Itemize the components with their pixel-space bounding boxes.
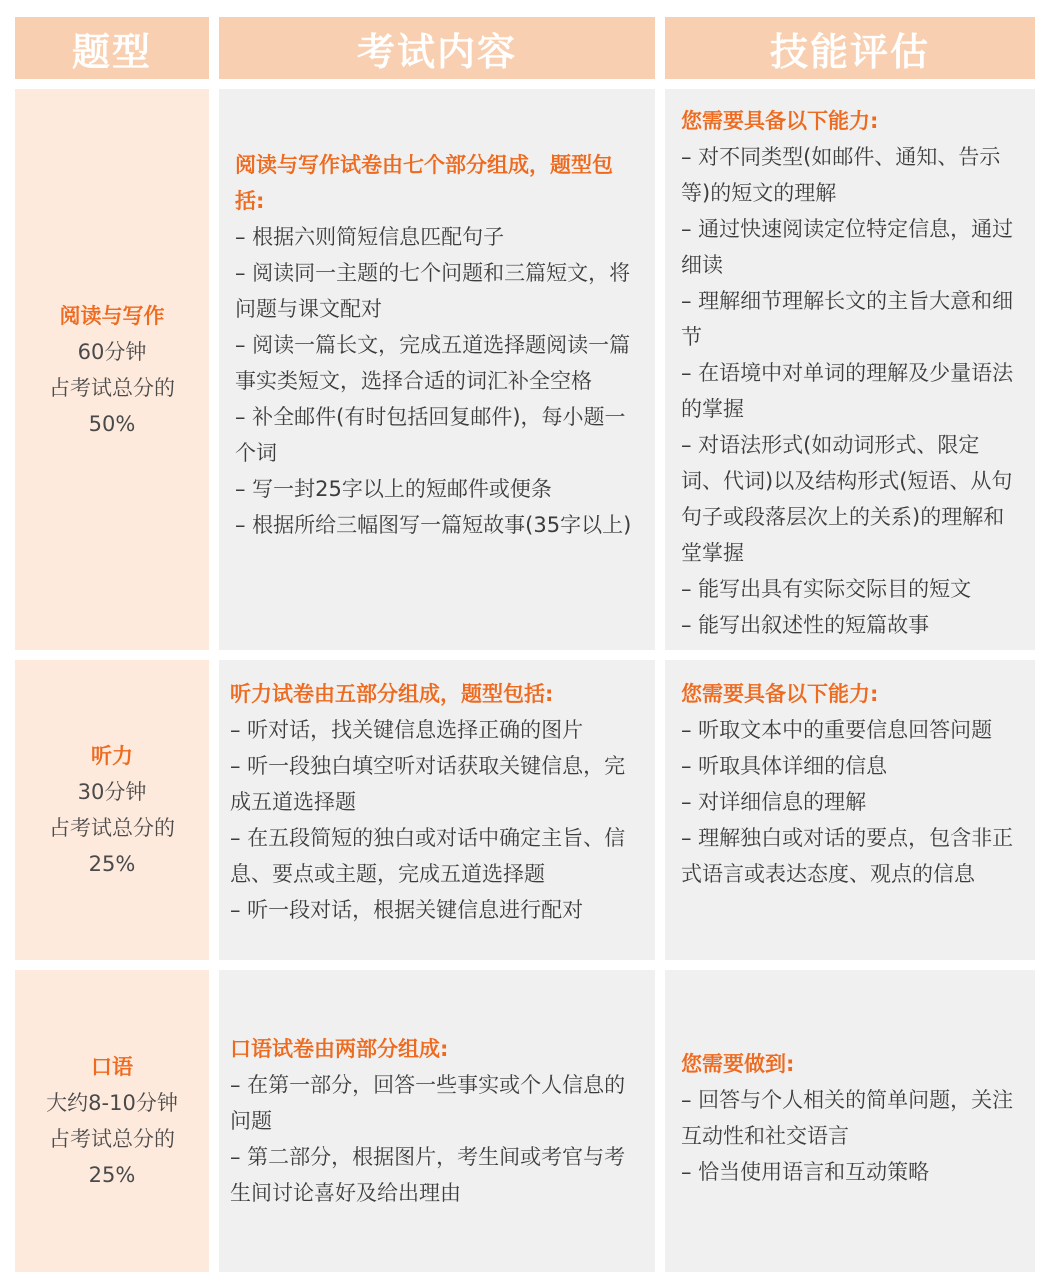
header-question-type: 题型: [15, 17, 209, 79]
skills-intro: 您需要具备以下能力:: [681, 109, 879, 133]
content-item: – 写一封25字以上的短邮件或便条: [235, 477, 552, 501]
content-cell-speaking: [219, 970, 655, 1272]
skills-item: – 能写出叙述性的短篇故事: [681, 613, 930, 637]
header-exam-content: 考试内容: [219, 17, 655, 79]
content-item: – 阅读一篇长文，完成五道选择题阅读一篇事实类短文，选择合适的词汇补全空格: [235, 333, 631, 393]
content-item: – 根据六则简短信息匹配句子: [235, 225, 505, 249]
type-cell-listening: [15, 660, 209, 960]
type-share-label: 占考试总分的: [49, 1127, 175, 1151]
skills-item: – 听取文本中的重要信息回答问题: [681, 718, 993, 742]
skills-intro: 您需要做到:: [681, 1052, 795, 1076]
content-item: – 根据所给三幅图写一篇短故事(35字以上): [235, 513, 632, 537]
type-cell-reading-writing: [15, 89, 209, 650]
skills-item: – 对语法形式(如动词形式、限定词、代词)以及结构形式(短语、从句句子或段落层次上的关系)的理解和堂掌握: [681, 433, 1013, 565]
skills-item: – 在语境中对单词的理解及少量语法的掌握: [681, 361, 1014, 421]
type-name: 听力: [91, 744, 133, 768]
type-name: 口语: [91, 1055, 133, 1079]
skills-cell-speaking: [665, 970, 1035, 1272]
skills-item: – 回答与个人相关的简单问题，关注互动性和社交语言: [681, 1088, 1014, 1148]
content-intro: 听力试卷由五部分组成，题型包括:: [230, 682, 554, 706]
content-item: – 补全邮件(有时包括回复邮件)，每小题一个词: [235, 405, 626, 465]
skills-cell-reading-writing: [665, 89, 1035, 650]
content-item: – 在五段简短的独白或对话中确定主旨、信息、要点或主题，完成五道选择题: [230, 826, 626, 886]
skills-cell-listening: [665, 660, 1035, 960]
type-name: 阅读与写作: [59, 303, 165, 328]
type-share-value: 50%: [88, 411, 136, 436]
skills-item: – 通过快速阅读定位特定信息，通过细读: [681, 217, 1014, 277]
type-cell-speaking: [15, 970, 209, 1272]
skills-item: – 理解独白或对话的要点，包含非正式语言或表达态度、观点的信息: [681, 826, 1014, 886]
content-item: – 听一段独白填空听对话获取关键信息，完成五道选择题: [230, 754, 626, 814]
content-intro: 阅读与写作试卷由七个部分组成，题型包括:: [235, 153, 613, 213]
content-item: – 阅读同一主题的七个问题和三篇短文，将问题与课文配对: [235, 261, 631, 321]
content-item: – 听一段对话，根据关键信息进行配对: [230, 898, 584, 922]
type-share-label: 占考试总分的: [49, 375, 175, 400]
skills-item: – 能写出具有实际交际目的短文: [681, 577, 972, 601]
type-duration: 30分钟: [77, 780, 147, 804]
content-cell-reading-writing: [219, 89, 655, 650]
skills-item: – 听取具体详细的信息: [681, 754, 888, 778]
content-item: – 在第一部分，回答一些事实或个人信息的问题: [230, 1073, 626, 1133]
type-share-label: 占考试总分的: [49, 816, 175, 840]
content-intro: 口语试卷由两部分组成:: [230, 1037, 449, 1061]
skills-item: – 理解细节理解长文的主旨大意和细节: [681, 289, 1014, 349]
skills-intro: 您需要具备以下能力:: [681, 682, 879, 706]
content-item: – 听对话，找关键信息选择正确的图片: [230, 718, 584, 742]
content-item: – 第二部分，根据图片，考生间或考官与考生间讨论喜好及给出理由: [230, 1145, 626, 1205]
skills-item: – 对详细信息的理解: [681, 790, 867, 814]
type-share-value: 25%: [88, 852, 136, 876]
skills-item: – 对不同类型(如邮件、通知、告示等)的短文的理解: [681, 145, 1001, 205]
header-skill-assessment: 技能评估: [665, 17, 1035, 79]
type-duration: 大约8-10分钟: [46, 1091, 178, 1115]
type-share-value: 25%: [88, 1163, 136, 1187]
content-cell-listening: [219, 660, 655, 960]
type-duration: 60分钟: [77, 339, 147, 364]
skills-item: – 恰当使用语言和互动策略: [681, 1160, 930, 1184]
